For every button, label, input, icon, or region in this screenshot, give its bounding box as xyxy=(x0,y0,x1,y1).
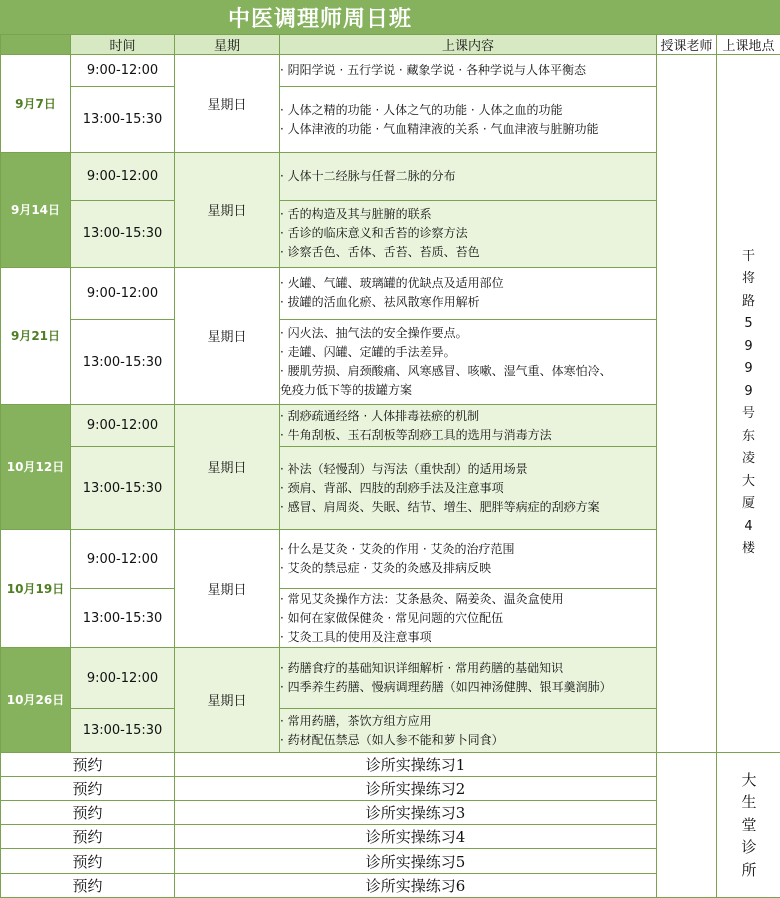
content-line: · 牛角刮板、玉石刮板等刮痧工具的选用与消毒方法 xyxy=(280,427,552,442)
content-line: · 药膳食疗的基础知识详细解析 · 常用药膳的基础知识 xyxy=(280,661,564,676)
session-date: 10月19日 xyxy=(1,529,71,647)
location-main-text: 干将路5999号东凌大厦4楼 xyxy=(741,248,755,557)
content-line: · 刮痧疏通经络 · 人体排毒祛瘀的机制 xyxy=(280,408,480,423)
practice-booking: 预约 xyxy=(1,849,175,873)
practice-name: 诊所实操练习1 xyxy=(175,752,657,776)
content-line: · 阴阳学说 · 五行学说 · 藏象学说 · 各种学说与人体平衡态 xyxy=(280,63,586,78)
content-line: · 腰肌劳损、肩颈酸痛、风寒感冒、咳嗽、湿气重、体寒怕冷、 xyxy=(280,364,612,378)
content-line: · 闪火法、抽气法的安全操作要点。 xyxy=(280,326,468,340)
schedule-body xyxy=(1,55,780,898)
content-line: · 艾灸工具的使用及注意事项 xyxy=(280,629,432,644)
content-line: · 补法（轻慢刮）与泻法（重快刮）的适用场景 xyxy=(280,461,528,476)
content-line: · 常用药膳，茶饮方组方应用 xyxy=(280,713,432,728)
header-day: 星期 xyxy=(175,35,280,55)
content-line: · 舌诊的临床意义和舌苔的诊察方法 xyxy=(280,226,468,241)
session-date: 9月14日 xyxy=(1,152,71,267)
practice-booking: 预约 xyxy=(1,752,175,776)
content-line: · 舌的构造及其与脏腑的联系 xyxy=(280,207,432,222)
practice-row xyxy=(1,752,780,776)
content-line: · 人体津液的功能 · 气血精津液的关系 · 气血津液与脏腑功能 xyxy=(280,121,599,136)
location-main xyxy=(717,55,780,753)
content-line: · 火罐、气罐、玻璃罐的优缺点及适用部位 xyxy=(280,276,504,291)
session-content xyxy=(280,55,657,87)
schedule-table xyxy=(0,34,780,898)
session-content xyxy=(280,709,657,752)
session-time: 9:00-12:00 xyxy=(71,267,175,319)
content-line: · 走罐、闪罐、定罐的手法差异。 xyxy=(280,345,456,359)
header-time: 时间 xyxy=(71,35,175,55)
practice-name: 诊所实操练习5 xyxy=(175,849,657,873)
session-time: 13:00-15:30 xyxy=(71,447,175,530)
session-content xyxy=(280,152,657,200)
practice-booking: 预约 xyxy=(1,776,175,800)
session-content xyxy=(280,267,657,319)
session-content xyxy=(280,647,657,709)
content-line: · 诊察舌色、舌体、舌苔、苔质、苔色 xyxy=(280,245,480,260)
content-line: · 如何在家做保健灸 · 常见问题的穴位配伍 xyxy=(280,610,504,625)
session-time: 13:00-15:30 xyxy=(71,709,175,752)
session-content xyxy=(280,201,657,268)
practice-name: 诊所实操练习4 xyxy=(175,825,657,849)
location-practice xyxy=(717,752,780,897)
session-time: 9:00-12:00 xyxy=(71,152,175,200)
session-content xyxy=(280,589,657,647)
session-day: 星期日 xyxy=(175,529,280,647)
session-date: 10月12日 xyxy=(1,404,71,529)
session-time: 13:00-15:30 xyxy=(71,201,175,268)
session-day: 星期日 xyxy=(175,647,280,752)
session-content xyxy=(280,87,657,153)
content-line: · 四季养生药膳、慢病调理药膳（如四神汤健脾、银耳羹润肺） xyxy=(280,680,612,695)
session-time: 9:00-12:00 xyxy=(71,529,175,588)
practice-booking: 预约 xyxy=(1,873,175,897)
teacher-cell xyxy=(657,55,717,753)
content-line: 免疫力低下等的拔罐方案 xyxy=(280,383,413,397)
session-day: 星期日 xyxy=(175,55,280,153)
header-place: 上课地点 xyxy=(717,35,780,55)
practice-booking: 预约 xyxy=(1,801,175,825)
practice-name: 诊所实操练习6 xyxy=(175,873,657,897)
practice-booking: 预约 xyxy=(1,825,175,849)
location-practice-text: 大生堂诊所 xyxy=(741,770,757,879)
content-line: · 颈肩、背部、四肢的刮痧手法及注意事项 xyxy=(280,480,504,495)
session-date: 10月26日 xyxy=(1,647,71,752)
session-date: 9月7日 xyxy=(1,55,71,153)
header-row xyxy=(1,35,780,55)
session-time: 13:00-15:30 xyxy=(71,589,175,647)
practice-name: 诊所实操练习2 xyxy=(175,776,657,800)
session-time: 9:00-12:00 xyxy=(71,55,175,87)
content-line: · 感冒、肩周炎、失眠、结节、增生、肥胖等病症的刮痧方案 xyxy=(280,499,600,514)
session-content xyxy=(280,529,657,588)
session-day: 星期日 xyxy=(175,404,280,529)
schedule-row xyxy=(1,55,780,87)
page-title-text: 中医调理师周日班 xyxy=(227,6,412,32)
header-content: 上课内容 xyxy=(280,35,657,55)
session-day: 星期日 xyxy=(175,152,280,267)
header-teacher: 授课老师 xyxy=(657,35,717,55)
content-line: · 人体之精的功能 · 人体之气的功能 · 人体之血的功能 xyxy=(280,102,563,117)
session-time: 13:00-15:30 xyxy=(71,320,175,405)
session-content xyxy=(280,404,657,446)
content-line: · 艾灸的禁忌症 · 艾灸的灸感及排病反映 xyxy=(280,561,492,576)
session-time: 13:00-15:30 xyxy=(71,87,175,153)
content-line: · 什么是艾灸 · 艾灸的作用 · 艾灸的治疗范围 xyxy=(280,542,515,557)
header-date-blank xyxy=(1,35,71,55)
page-title xyxy=(0,0,780,34)
session-day: 星期日 xyxy=(175,267,280,404)
practice-name: 诊所实操练习3 xyxy=(175,801,657,825)
session-content xyxy=(280,447,657,530)
content-line: · 常见艾灸操作方法：艾条悬灸、隔姜灸、温灸盒使用 xyxy=(280,591,564,606)
session-content xyxy=(280,320,657,405)
session-date: 9月21日 xyxy=(1,267,71,404)
session-time: 9:00-12:00 xyxy=(71,647,175,709)
content-line: · 人体十二经脉与任督二脉的分布 xyxy=(280,168,456,183)
content-line: · 拔罐的活血化瘀、祛风散寒作用解析 xyxy=(280,295,480,310)
content-line: · 药材配伍禁忌（如人参不能和萝卜同食） xyxy=(280,732,504,747)
session-time: 9:00-12:00 xyxy=(71,404,175,446)
practice-teacher-cell xyxy=(657,752,717,897)
